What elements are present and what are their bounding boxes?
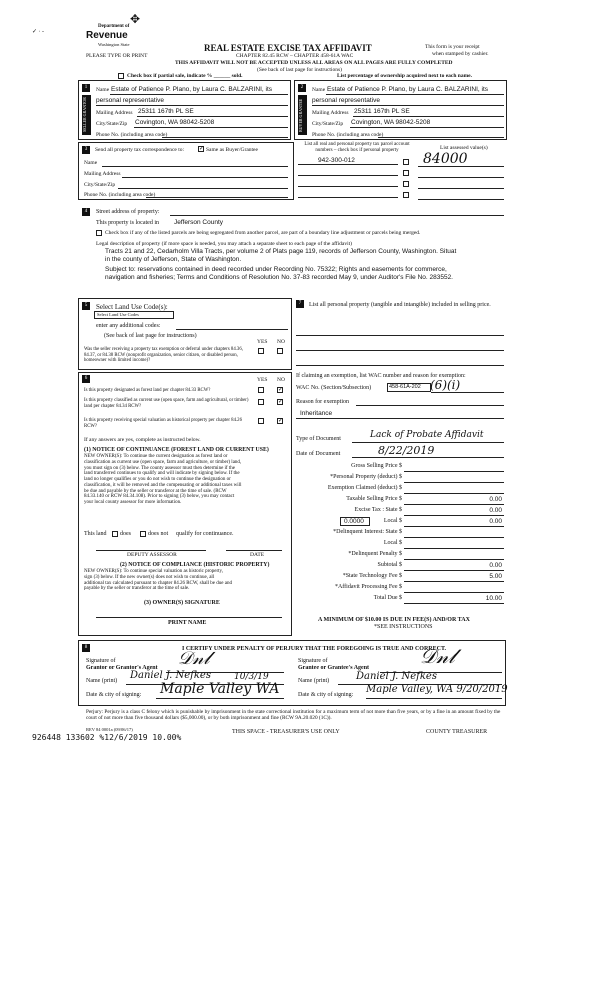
seller-name-value[interactable]: Estate of Patience P. Plano, by Laura C. BALZARINI, its xyxy=(111,86,273,93)
doc-type-label: Type of Document xyxy=(296,436,341,442)
seller-side-label: SELLER GRANTOR xyxy=(82,95,91,135)
buyer-mailing-label: Mailing Address xyxy=(312,110,349,116)
notice-continuance-title: (1) NOTICE OF CONTINUANCE (FOREST LAND OR CURRENT USE) xyxy=(84,447,269,453)
form-chapter: CHAPTER 82.45 RCW – CHAPTER 458-61A WAC xyxy=(236,53,354,59)
section-3-number: 3 xyxy=(82,146,90,154)
notice-continuance-body: NEW OWNER(S): To continue the current designation as forest land or classification as current use (open space, farm and agriculture, or timber) land, you must sign on (3) below. The county assessor must then determine if the land transferred continues to qualify and will indicate by signing below. If the land no longer qualifies or you do not wish to continue the designation or classification, it will be removed and the compensating or additional taxes will be due and payable by the seller or transferor at the time of sale. (RCW 84.33.140 or RCW 84.34.108). Prior to signing (3) below, you may contact your local county assessor for more information. xyxy=(84,454,242,505)
grantee-sig-label-1: Signature of xyxy=(298,658,328,664)
grantor-name-label: Name (print) xyxy=(86,678,118,684)
corr-city-label: City/State/Zip xyxy=(84,182,116,188)
buyer-city-label: City/State/Zip xyxy=(312,121,344,127)
historic-question: Is this property receiving special valuation as historical property per chapter 84.26 RCW? xyxy=(84,418,242,429)
form-number: REV 84 0001a (09/06/17) xyxy=(86,727,133,732)
receipt-line-1: This form is your receipt xyxy=(425,44,480,50)
sec6-no: NO xyxy=(277,377,285,383)
personal-property-checkbox-2[interactable] xyxy=(403,170,409,176)
tax-row: 0.0000 Local $ 0.00 xyxy=(296,517,506,528)
parcel-header: List all real and personal property tax parcel account numbers – check box if personal property xyxy=(304,142,410,153)
seller-city-value[interactable]: Covington, WA 98042-5208 xyxy=(135,119,215,126)
additional-codes-label: enter any additional codes: xyxy=(96,323,161,329)
personal-property-label: List all personal property (tangible and intangible) included in selling price. xyxy=(309,302,491,308)
exemption-no-checkbox[interactable] xyxy=(277,348,283,354)
section-1-number: 1 xyxy=(82,84,90,92)
reason-value[interactable]: Inheritance xyxy=(300,410,333,417)
logo-agency: Revenue xyxy=(86,30,128,41)
seller-name-label: Name xyxy=(96,87,110,93)
section-8-number: 8 xyxy=(82,644,90,652)
notice-compliance-body: NEW OWNER(S): To continue special valuation as historic property, sign (3) below. If the new owner(s) does not wish to continue, all additional tax calculated pursuant to chapter 84.26 RCW, shall be due and payable by the seller or transferor at the time of sale. xyxy=(84,569,232,592)
doc-date-value[interactable]: 8/22/2019 xyxy=(378,444,435,457)
legal-line-4[interactable]: navigation and fisheries; Terms and Conditions of Resolution No. 37-83 recorded May 9, under Auditor's File No. 283552. xyxy=(105,274,453,281)
segregated-checkbox[interactable] xyxy=(96,230,102,236)
tax-row: Exemption Claimed (deduct) $ xyxy=(296,484,506,495)
exemption-question: Was the seller receiving a property tax exemption or deferral under chapters 84.36, 84.37, or 84.38 RCW (nonprofit organization, senior citizen, or disabled person, homeowner with limited income)? xyxy=(84,347,243,364)
section-5-number: 5 xyxy=(82,302,90,310)
section-4-number: 4 xyxy=(82,208,90,216)
reason-label: Reason for exemption xyxy=(296,399,349,405)
seller-mailing-label: Mailing Address xyxy=(96,110,133,116)
legal-line-2[interactable]: in the county of Jefferson, State of Washington. xyxy=(105,256,242,263)
grantee-signature[interactable]: 𝒟𝓃𝓁 xyxy=(420,644,455,668)
grantee-sig-label-2: Grantee or Grantee's Agent xyxy=(298,665,370,671)
qualify-label: qualify for continuance. xyxy=(176,531,234,537)
tax-row: Total Due $ 10.00 xyxy=(373,595,502,602)
land-use-select[interactable]: Select Land Use Codes xyxy=(94,311,174,319)
assessed-header: List assessed value(s) xyxy=(440,145,488,151)
grantee-name-label: Name (print) xyxy=(298,678,330,684)
located-label: This property is located in xyxy=(96,220,159,226)
partial-sale-checkbox[interactable] xyxy=(118,73,124,79)
section-2-number: 2 xyxy=(298,84,306,92)
seller-mailing-value[interactable]: 25311 167th PL SE xyxy=(138,108,194,115)
grantee-name-value[interactable]: Daniel J. Nefkes xyxy=(356,671,437,682)
sec6-yes: YES xyxy=(257,377,268,383)
grantor-date-value[interactable]: 10/3/19 xyxy=(234,672,269,682)
buyer-mailing-value[interactable]: 25311 167th PL SE xyxy=(354,108,410,115)
does-checkbox[interactable] xyxy=(112,531,118,537)
section-7-number: 7 xyxy=(296,300,304,308)
grantor-sig-label-1: Signature of xyxy=(86,658,116,664)
tax-row: Excise Tax : State $ 0.00 xyxy=(354,507,502,514)
local-rate-field[interactable]: 0.0000 xyxy=(340,517,370,526)
perjury-notice: Perjury: Perjury is a class C felony which is punishable by imprisonment in the state correctional institution for a maximum term of not more than five years, or by a fine in an amount fixed by the court of not more than five thousand dollars ($5,000.00), or by both imprisonment and fine (RCW 9A.20.020 (1C)). xyxy=(86,709,501,722)
deputy-date-label: DATE xyxy=(250,552,265,558)
see-instructions: *SEE INSTRUCTIONS xyxy=(374,624,433,630)
legal-label: Legal description of property (if more space is needed, you may attach a separate sheet to each page of the affidavit) xyxy=(96,241,352,247)
doc-date-label: Date of Document xyxy=(296,451,341,457)
legal-line-1[interactable]: Tracts 21 and 22, Cedarholm Villa Tracts, per volume 2 of Plats page 119, records of Jefferson County, Washington. Situat xyxy=(105,248,457,255)
buyer-phone-label: Phone No. (including area code) xyxy=(312,132,384,138)
owner-signature-label: (3) OWNER(S) SIGNATURE xyxy=(144,600,220,606)
wac-label: WAC No. (Section/Subsection) xyxy=(296,385,372,391)
partial-sale-label: Check box if partial sale, indicate % ______ sold. xyxy=(127,73,243,79)
land-does-label: This land xyxy=(84,531,107,537)
treasurer-use-label: THIS SPACE - TREASURER'S USE ONLY xyxy=(232,729,340,735)
notice-compliance-title: (2) NOTICE OF COMPLIANCE (HISTORIC PROPERTY) xyxy=(120,562,270,568)
same-as-buyer-checkbox[interactable]: ✓ xyxy=(199,146,205,152)
forest-yes-checkbox[interactable] xyxy=(258,387,264,393)
forest-land-question: Is this property designated as forest land per chapter 84.33 RCW? xyxy=(84,388,211,393)
same-as-buyer-label: Same as Buyer/Grantee xyxy=(206,147,258,153)
receipt-line-2: when stamped by cashier. xyxy=(432,51,489,57)
certify-statement: I CERTIFY UNDER PENALTY OF PERJURY THAT THE FOREGOING IS TRUE AND CORRECT. xyxy=(182,646,447,652)
grantor-name-value[interactable]: Daniel J. Nefkes xyxy=(130,670,211,681)
minimum-due-note: A MINIMUM OF $10.00 IS DUE IN FEE(S) AND/OR TAX xyxy=(318,617,470,623)
exemption-yes-checkbox[interactable] xyxy=(258,348,264,354)
parcel-value[interactable]: 942-300-012 xyxy=(318,157,355,164)
if-yes-note: If any answers are yes, complete as instructed below. xyxy=(84,437,201,443)
land-use-see-back: (See back of last page for instructions) xyxy=(104,333,197,339)
land-use-label: Select Land Use Code(s): xyxy=(96,303,168,311)
tax-calculation-table xyxy=(296,462,506,602)
tax-row: *Delinquent Interest: State $ xyxy=(296,528,506,539)
print-name-label: PRINT NAME xyxy=(168,620,207,626)
sec5-no: NO xyxy=(277,339,285,345)
current-use-question: Is this property classified as current use (open space, farm and agricultural, or timber) land per chapter 84.34 RCW? xyxy=(84,398,249,409)
current-use-no-checkbox[interactable]: ✓ xyxy=(278,399,284,405)
logo-state: Washington State xyxy=(98,42,130,47)
wac-handwritten[interactable]: (6)(i) xyxy=(430,378,461,392)
grantor-city-value[interactable]: Maple Valley WA xyxy=(160,681,280,697)
buyer-name-value[interactable]: Estate of Patience P. Plano, by Laura C. BALZARINI, its xyxy=(327,86,489,93)
buyer-city-value[interactable]: Covington, WA 98042-5208 xyxy=(351,119,431,126)
seller-phone-label: Phone No. (including area code) xyxy=(96,132,168,138)
tax-row: *State Technology Fee $ 5.00 xyxy=(342,573,502,580)
grantee-city-value[interactable]: Maple Valley, WA 9/20/2019 xyxy=(366,684,508,695)
grantor-sig-label-2: Grantor or Grantor's Agent xyxy=(86,665,158,671)
doc-type-value[interactable]: Lack of Probate Affidavit xyxy=(370,430,484,440)
historic-yes-checkbox[interactable] xyxy=(258,418,264,424)
claim-exemption-label: If claiming an exemption, list WAC number and reason for exemption: xyxy=(296,373,466,379)
current-use-yes-checkbox[interactable] xyxy=(258,399,264,405)
county-value[interactable]: Jefferson County xyxy=(174,219,224,226)
personal-property-checkbox-1[interactable] xyxy=(403,159,409,165)
does-not-checkbox[interactable] xyxy=(140,531,146,537)
tax-row: *Affidavit Processing Fee $ xyxy=(296,583,506,594)
corner-mark: ✓ · - xyxy=(32,29,45,35)
street-address-label: Street address of property: xyxy=(96,209,160,215)
send-correspondence-label: Send all property tax correspondence to: xyxy=(95,147,185,153)
tax-row: Local $ xyxy=(296,539,506,550)
county-treasurer-label: COUNTY TREASURER xyxy=(426,729,488,735)
tax-row: Gross Selling Price $ xyxy=(296,462,506,473)
corr-mailing-label: Mailing Address xyxy=(84,171,121,177)
does-label: does xyxy=(120,531,131,537)
segregated-label: Check box if any of the listed parcels are being segregated from another parcel, are part of a boundary line adjustment or parcels being merged. xyxy=(105,230,421,236)
grantor-date-city-label: Date & city of signing: xyxy=(86,692,142,698)
tax-row: *Delinquent Penalty $ xyxy=(296,550,506,561)
legal-line-3[interactable]: Subject to: reservations contained in deed recorded under Recording No. 75322; Rights and easements for commerce, xyxy=(105,266,447,273)
tax-row: Taxable Selling Price $ 0.00 xyxy=(346,496,502,503)
section-6-number: 6 xyxy=(82,375,90,383)
grantor-signature[interactable]: 𝒟𝓃𝓁 xyxy=(178,648,210,669)
seller-name-value-2[interactable]: personal representative xyxy=(96,97,164,104)
form-title: REAL ESTATE EXCISE TAX AFFIDAVIT xyxy=(204,43,372,53)
form-warning: THIS AFFIDAVIT WILL NOT BE ACCEPTED UNLESS ALL AREAS ON ALL PAGES ARE FULLY COMPLETED xyxy=(175,60,453,66)
deputy-assessor-label: DEPUTY ASSESSOR xyxy=(127,552,177,558)
buyer-name-label: Name xyxy=(312,87,326,93)
wac-field[interactable]: 458-61A-202 xyxy=(387,383,431,392)
ownership-note: List percentage of ownership acquired next to each name. xyxy=(337,73,472,79)
corr-phone-label: Phone No. (including area code) xyxy=(84,192,156,198)
logo-icon: ✥ xyxy=(130,12,141,26)
form-see-back: (See back of last page for instructions) xyxy=(257,67,342,73)
please-type: PLEASE TYPE OR PRINT xyxy=(86,53,148,59)
tax-row: *Personal Property (deduct) $ xyxy=(296,473,506,484)
seller-city-label: City/State/Zip xyxy=(96,121,128,127)
logo-department: Department of xyxy=(98,24,130,29)
treasurer-stamp: 926448 133602 %12/6/2019 10.00% xyxy=(32,733,182,742)
buyer-name-value-2[interactable]: personal representative xyxy=(312,97,380,104)
forest-no-checkbox[interactable]: ✓ xyxy=(278,387,284,393)
tax-row: Subtotal $ 0.00 xyxy=(377,562,502,569)
personal-property-checkbox-4[interactable] xyxy=(403,192,409,198)
historic-no-checkbox[interactable]: ✓ xyxy=(278,418,284,424)
does-not-label: does not xyxy=(148,531,169,537)
grantee-date-city-label: Date & city of signing: xyxy=(298,692,354,698)
assessed-value[interactable]: 84000 xyxy=(423,151,468,167)
corr-name-label: Name xyxy=(84,160,98,166)
personal-property-checkbox-3[interactable] xyxy=(403,181,409,187)
buyer-side-label: BUYER GRANTEE xyxy=(298,95,307,135)
sec5-yes: YES xyxy=(257,339,268,345)
